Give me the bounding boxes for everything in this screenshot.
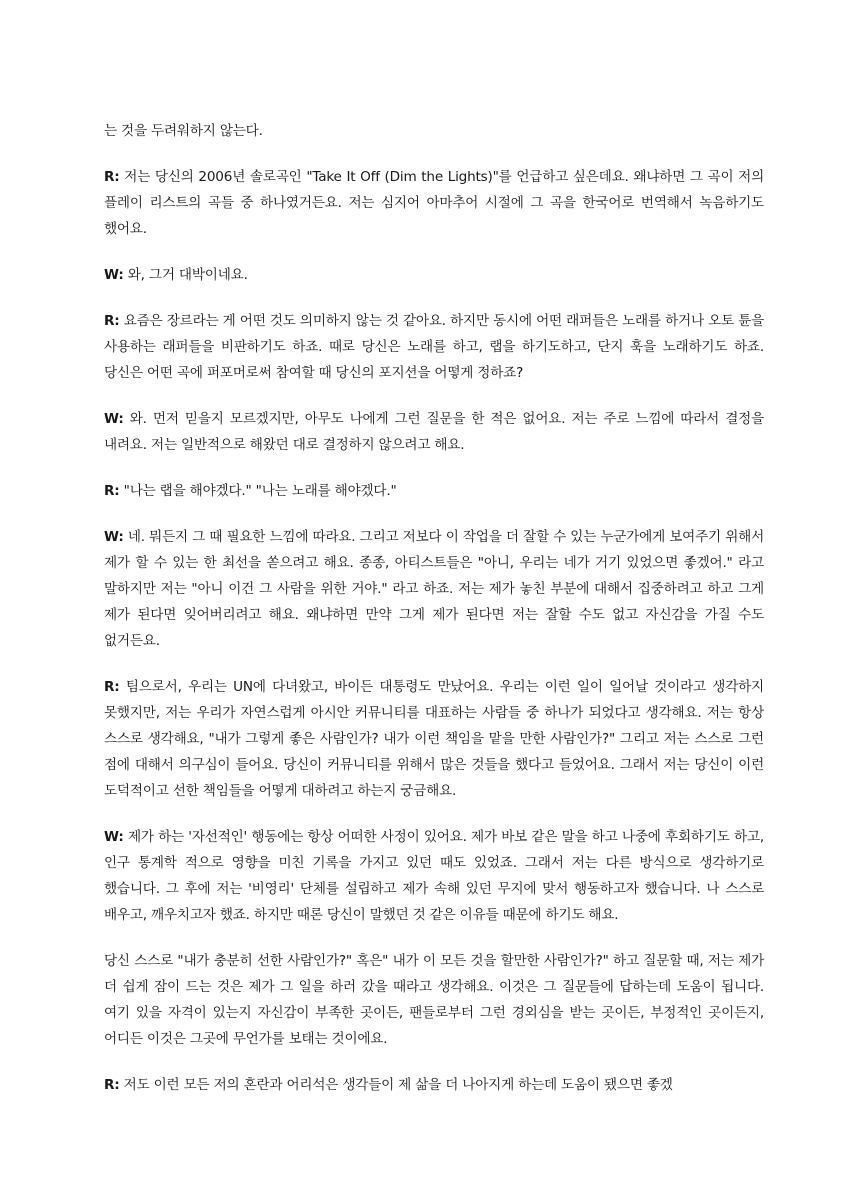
paragraph-text: 팀으로서, 우리는 UN에 다녀왔고, 바이든 대통령도 만났어요. 우리는 이런 일이 일어날 것이라고 생각하지 못했지만, 저는 우리가 자연스럽게 아시안 커뮤니티를 대표하는 사람들 중 하나가 되었다고 생각해요. 저는 항상 스스로 생각해요, "내가 그렇게 좋은 사람인가? 내가 이런 책임을 맡을 만한 사람인가?" 그리고 저는 스스로 그런 점에 대해서 의구심이 들어요. 당신이 커뮤니티를 위해서 많은 것들을 했다고 들었어요. 그래서 저는 당신이 이런 도덕적이고 선한 책임들을 어떻게 대하려고 하는지 궁금해요. xyxy=(104,679,764,799)
speaker-label: R: xyxy=(104,1077,120,1093)
paragraph-text: 저는 당신의 2006년 솔로곡인 "Take It Off (Dim the Lights)"를 언급하고 싶은데요. 왜냐하면 그 곡이 저의 플레이 리스트의 곡들 중 하나였거든요. 저는 심지어 아마추어 시절에 그 곡을 한국어로 번역해서 녹음하기도 했어요. xyxy=(104,169,764,237)
document-body xyxy=(104,118,764,1118)
paragraph-text: 요즘은 장르라는 게 어떤 것도 의미하지 않는 것 같아요. 하지만 동시에 어떤 래퍼들은 노래를 하거나 오토 튠을 사용하는 래퍼들을 비판하기도 하죠. 때로 당신은 노래를 하고, 랩을 하기도하고, 단지 훅을 노래하기도 하죠. 당신은 어떤 곡에 퍼포머로써 참여할 때 당신의 포지션을 어떻게 정하죠? xyxy=(104,313,764,381)
speaker-label: W: xyxy=(104,267,124,283)
paragraph xyxy=(104,674,764,804)
speaker-label: R: xyxy=(104,679,120,695)
paragraph xyxy=(104,164,764,242)
paragraph xyxy=(104,406,764,458)
paragraph xyxy=(104,478,764,504)
paragraph-text: "나는 랩을 해야겠다." "나는 노래를 해야겠다." xyxy=(123,483,397,499)
speaker-label: W: xyxy=(104,411,124,427)
paragraph xyxy=(104,118,764,144)
paragraph xyxy=(104,948,764,1052)
paragraph-text: 네. 뭐든지 그 때 필요한 느낌에 따라요. 그리고 저보다 이 작업을 더 잘할 수 있는 누군가에게 보여주기 위해서 제가 할 수 있는 한 최선을 쏟으려고 해요. 종종, 아티스트들은 "아니, 우리는 네가 거기 있었으면 좋겠어." 라고 말하지만 저는 "아니 이건 그 사람을 위한 거야." 라고 하죠. 저는 제가 놓친 부분에 대해서 집중하려고 하고 그게 제가 된다면 잊어버리려고 해요. 왜냐하면 만약 그게 제가 된다면 저는 잘할 수도 없고 자신감을 가질 수도 없거든요. xyxy=(104,529,764,649)
paragraph xyxy=(104,524,764,654)
paragraph-text: 와, 그거 대박이네요. xyxy=(127,267,248,283)
speaker-label: W: xyxy=(104,529,124,545)
paragraph-text: 당신 스스로 "내가 충분히 선한 사람인가?" 혹은" 내가 이 모든 것을 할만한 사람인가?" 하고 질문할 때, 저는 제가 더 쉽게 잠이 드는 것은 제가 그 일을 하러 갔을 때라고 생각해요. 이것은 그 질문들에 답하는데 도움이 됩니다. 여기 있을 자격이 있는지 자신감이 부족한 곳이든, 팬들로부터 그런 경외심을 받는 곳이든, 부정적인 곳이든지, 어디든 이것은 그곳에 무언가를 보태는 것이에요. xyxy=(104,953,764,1047)
speaker-label: W: xyxy=(104,829,124,845)
paragraph-text: 는 것을 두려워하지 않는다. xyxy=(104,123,263,139)
paragraph xyxy=(104,824,764,928)
paragraph-text: 와. 먼저 믿을지 모르겠지만, 아무도 나에게 그런 질문을 한 적은 없어요. 저는 주로 느낌에 따라서 결정을 내려요. 저는 일반적으로 해왔던 대로 결정하지 않으려고 해요. xyxy=(104,411,765,453)
paragraph xyxy=(104,308,764,386)
speaker-label: R: xyxy=(104,483,120,499)
paragraph xyxy=(104,262,764,288)
paragraph-text: 제가 하는 '자선적인' 행동에는 항상 어떠한 사정이 있어요. 제가 바보 같은 말을 하고 나중에 후회하기도 하고, 인구 통계학 적으로 영향을 미친 기록을 가지고 있던 때도 있었죠. 그래서 저는 다른 방식으로 생각하기로 했습니다. 그 후에 저는 '비영리' 단체를 설립하고 제가 속해 있던 무지에 맞서 행동하고자 했습니다. 나 스스로 배우고, 깨우치고자 했죠. 하지만 때론 당신이 말했던 것 같은 이유들 때문에 하기도 해요. xyxy=(104,829,764,923)
speaker-label: R: xyxy=(104,169,120,185)
speaker-label: R: xyxy=(104,313,120,329)
paragraph-text: 저도 이런 모든 저의 혼란과 어리석은 생각들이 제 삶을 더 나아지게 하는데 도움이 됐으면 좋겠 xyxy=(123,1077,673,1093)
paragraph xyxy=(104,1072,764,1098)
